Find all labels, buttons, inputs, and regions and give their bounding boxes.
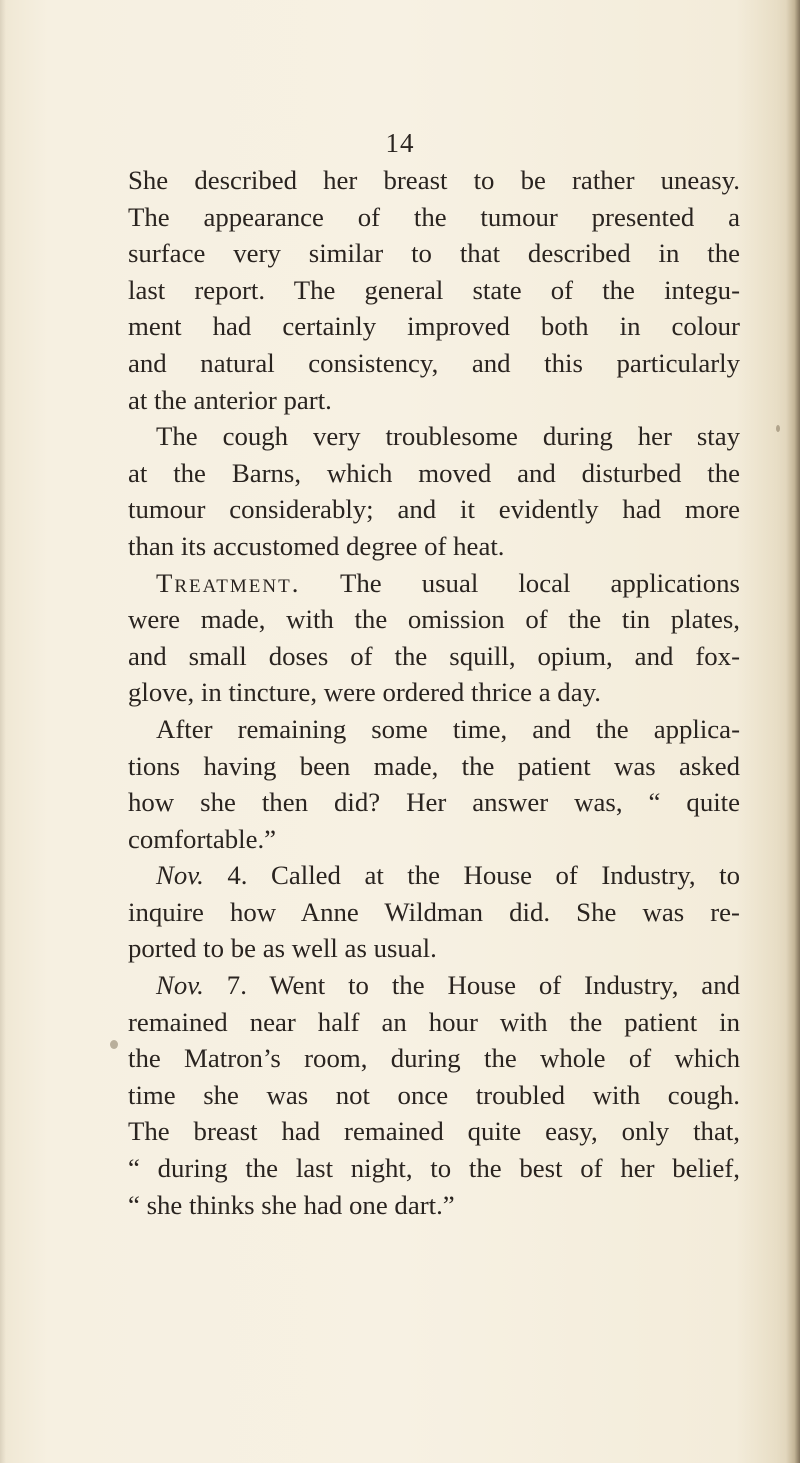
- page-right-edge-shadow: [786, 0, 800, 1463]
- text-line: at the anterior part.: [128, 384, 332, 415]
- text-line: and natural consistency, and this particularly: [128, 347, 740, 378]
- section-heading: Treatment.: [156, 567, 301, 598]
- paragraph: [128, 967, 740, 1223]
- text-line: than its accustomed degree of heat.: [128, 530, 505, 561]
- text-line: and small doses of the squill, opium, and fox-: [128, 640, 740, 671]
- paragraph: [128, 711, 740, 857]
- page-left-edge: [0, 0, 6, 1463]
- date-label: Nov.: [156, 970, 204, 1001]
- text-line: were made, with the omission of the tin plates,: [128, 604, 740, 635]
- text-line: The appearance of the tumour presented a: [128, 201, 740, 232]
- text-run: The usual local applications: [300, 567, 740, 598]
- paragraph: [128, 162, 740, 418]
- text-line: remained near half an hour with the patient in: [128, 1006, 740, 1037]
- paragraph: [128, 418, 740, 564]
- text-line: the Matron’s room, during the whole of which: [128, 1043, 740, 1074]
- body-text: [128, 162, 740, 1223]
- text-line: tumour considerably; and it evidently had more: [128, 494, 740, 525]
- text-run: 7. Went to the House of Industry, and: [203, 970, 740, 1001]
- text-line: The cough very troublesome during her stay: [156, 421, 740, 452]
- paragraph: [128, 565, 740, 711]
- text-line: glove, in tincture, were ordered thrice a day.: [128, 677, 601, 708]
- text-line: time she was not once troubled with cough.: [128, 1079, 740, 1110]
- text-line: inquire how Anne Wildman did. She was re-: [128, 896, 740, 927]
- text-line: [128, 565, 740, 602]
- date-label: Nov.: [156, 860, 204, 891]
- text-line: [128, 857, 740, 894]
- text-line: ported to be as well as usual.: [128, 933, 437, 964]
- text-line: She described her breast to be rather uneasy.: [128, 165, 740, 195]
- text-line: tions having been made, the patient was asked: [128, 750, 740, 781]
- text-line: ment had certainly improved both in colour: [128, 311, 740, 342]
- text-line: [128, 967, 740, 1004]
- text-line: “ during the last night, to the best of her belief,: [128, 1153, 740, 1184]
- text-line: at the Barns, which moved and disturbed the: [128, 457, 740, 488]
- text-line: “ she thinks she had one dart.”: [128, 1189, 455, 1220]
- text-run: 4. Called at the House of Industry, to: [203, 860, 740, 891]
- text-line: comfortable.”: [128, 823, 277, 854]
- ink-speck: [110, 1040, 118, 1049]
- ink-speck: [776, 425, 780, 432]
- text-line: surface very similar to that described in the: [128, 238, 740, 269]
- text-line: After remaining some time, and the applica-: [156, 713, 740, 744]
- text-line: how she then did? Her answer was, “ quite: [128, 787, 740, 818]
- paragraph: [128, 857, 740, 967]
- text-line: The breast had remained quite easy, only that,: [128, 1116, 740, 1147]
- page-number: 14: [385, 128, 415, 158]
- text-line: last report. The general state of the integu-: [128, 274, 740, 305]
